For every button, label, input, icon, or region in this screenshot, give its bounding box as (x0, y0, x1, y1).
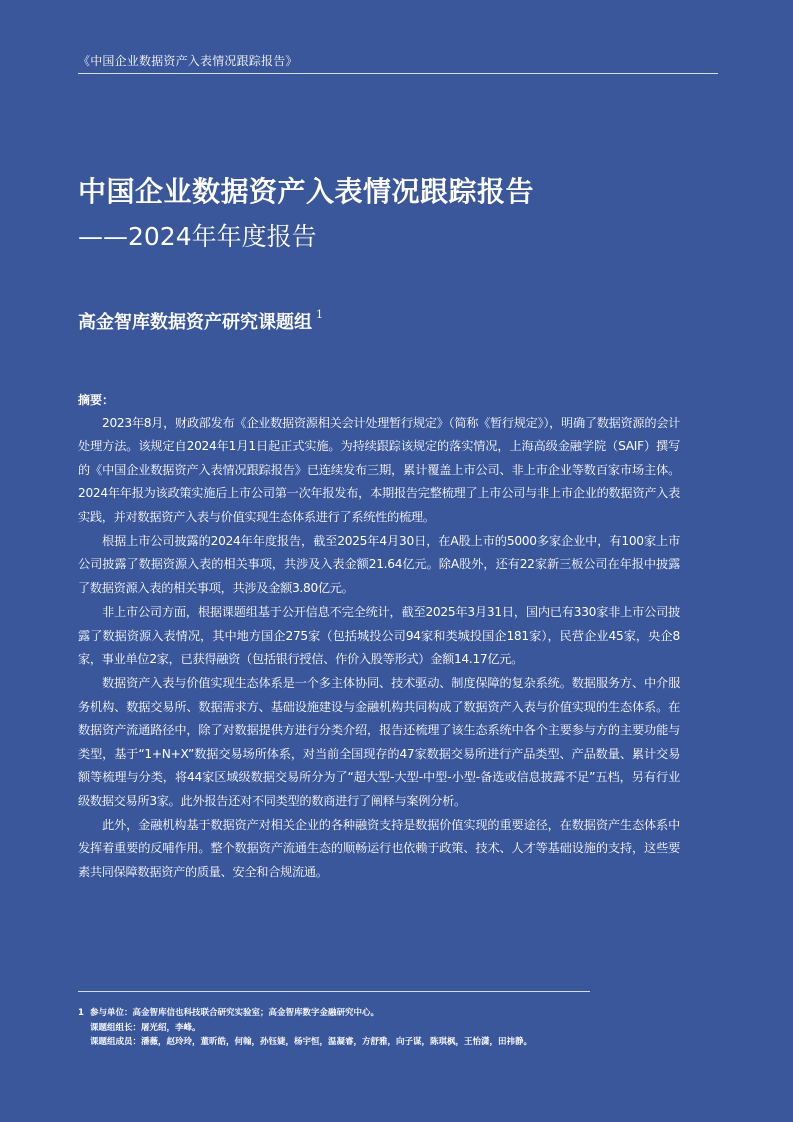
report-title: 中国企业数据资产入表情况跟踪报告 (78, 175, 535, 208)
running-header-title: 《中国企业数据资产入表情况跟踪报告》 (78, 54, 298, 68)
abstract-paragraph: 2023年8月，财政部发布《企业数据资源相关会计处理暂行规定》（简称《暂行规定》），明确了数据资源的会计处理方法。该规定自2024年1月1日起正式实施。为持续跟踪该规定的落实情况，上海高级金融学院（SAIF）撰写的《中国企业数据资产入表情况跟踪报告》已连续发布三期，累计覆盖上市公司、非上市企业等数百家市场主体。2024年年报为该政策实施后上市公司第一次年报发布，本期报告完整梳理了上市公司与非上市企业的数据资产入表实践，并对数据资产入表与价值实现生态体系进行了系统性的梳理。 (78, 416, 680, 524)
header-divider (78, 73, 718, 74)
abstract-body (78, 412, 680, 885)
author-group-name: 高金智库数据资产研究课题组 (78, 312, 312, 333)
abstract-paragraph: 数据资产入表与价值实现生态体系是一个多主体协同、技术驱动、制度保障的复杂系统。数据服务方、中介服务机构、数据交易所、数据需求方、基础设施建设与金融机构共同构成了数据资产入表与价值实现的生态体系。在数据资产流通路径中，除了对数据提供方进行分类介绍，报告还梳理了该生态系统中各个主要参与方的主要功能与类型，基于“1+N+X”数据交易场所体系，对当前全国现存的47家数据交易所进行产品类型、产品数量、累计交易额等梳理与分类，将44家区域级数据交易所分为了“超大型-大型-中型-小型-备选或信息披露不足”五档，另有行业级数据交易所3家。此外报告还对不同类型的数商进行了阐释与案例分析。 (78, 676, 680, 808)
abstract-label: 摘要： (78, 393, 115, 407)
abstract-paragraph: 根据上市公司披露的2024年年度报告，截至2025年4月30日，在A股上市的5000多家企业中，有100家上市公司披露了数据资源入表的相关事项，共涉及入表金额21.64亿元。除A股外，还有22家新三板公司在年报中披露了数据资源入表的相关事项，共涉及金额3.80亿元。 (78, 534, 680, 595)
footnote-number: 1 (78, 1008, 84, 1018)
footnote-participants: 参与单位：高金智库信也科技联合研究实验室；高金智库数字金融研究中心。 (90, 1008, 380, 1018)
abstract-paragraph: 非上市公司方面，根据课题组基于公开信息不完全统计，截至2025年3月31日，国内已有330家非上市公司披露了数据资源入表情况，其中地方国企275家（包括城投公司94家和类城投国企181家），民营企业45家，央企8家，事业单位2家，已获得融资（包括银行授信、作价入股等形式）金额14.17亿元。 (78, 605, 680, 667)
footnote-members: 课题组成员：潘薇，赵玲玲，董昕皓，何翰，孙钰婕，杨宇恒，温凝睿，方舒雅，向子谋，陈琪枫，王怡潇，田祎静。 (90, 1037, 533, 1047)
footnote-leaders: 课题组组长：屠光绍，李峰。 (90, 1022, 201, 1033)
abstract-paragraph: 此外，金融机构基于数据资产对相关企业的各种融资支持是数据价值实现的重要途径，在数据资产生态体系中发挥着重要的反哺作用。整个数据资产流通生态的顺畅运行也依赖于政策、技术、人才等基础设施的支持，这些要素共同保障数据资产的质量、安全和合规流通。 (78, 817, 680, 879)
report-subtitle: ——2024年年度报告 (78, 222, 317, 251)
footnote (78, 1006, 718, 1050)
author-group (78, 308, 323, 334)
footnote-divider (78, 991, 590, 992)
footnote-marker: 1 (316, 308, 323, 321)
